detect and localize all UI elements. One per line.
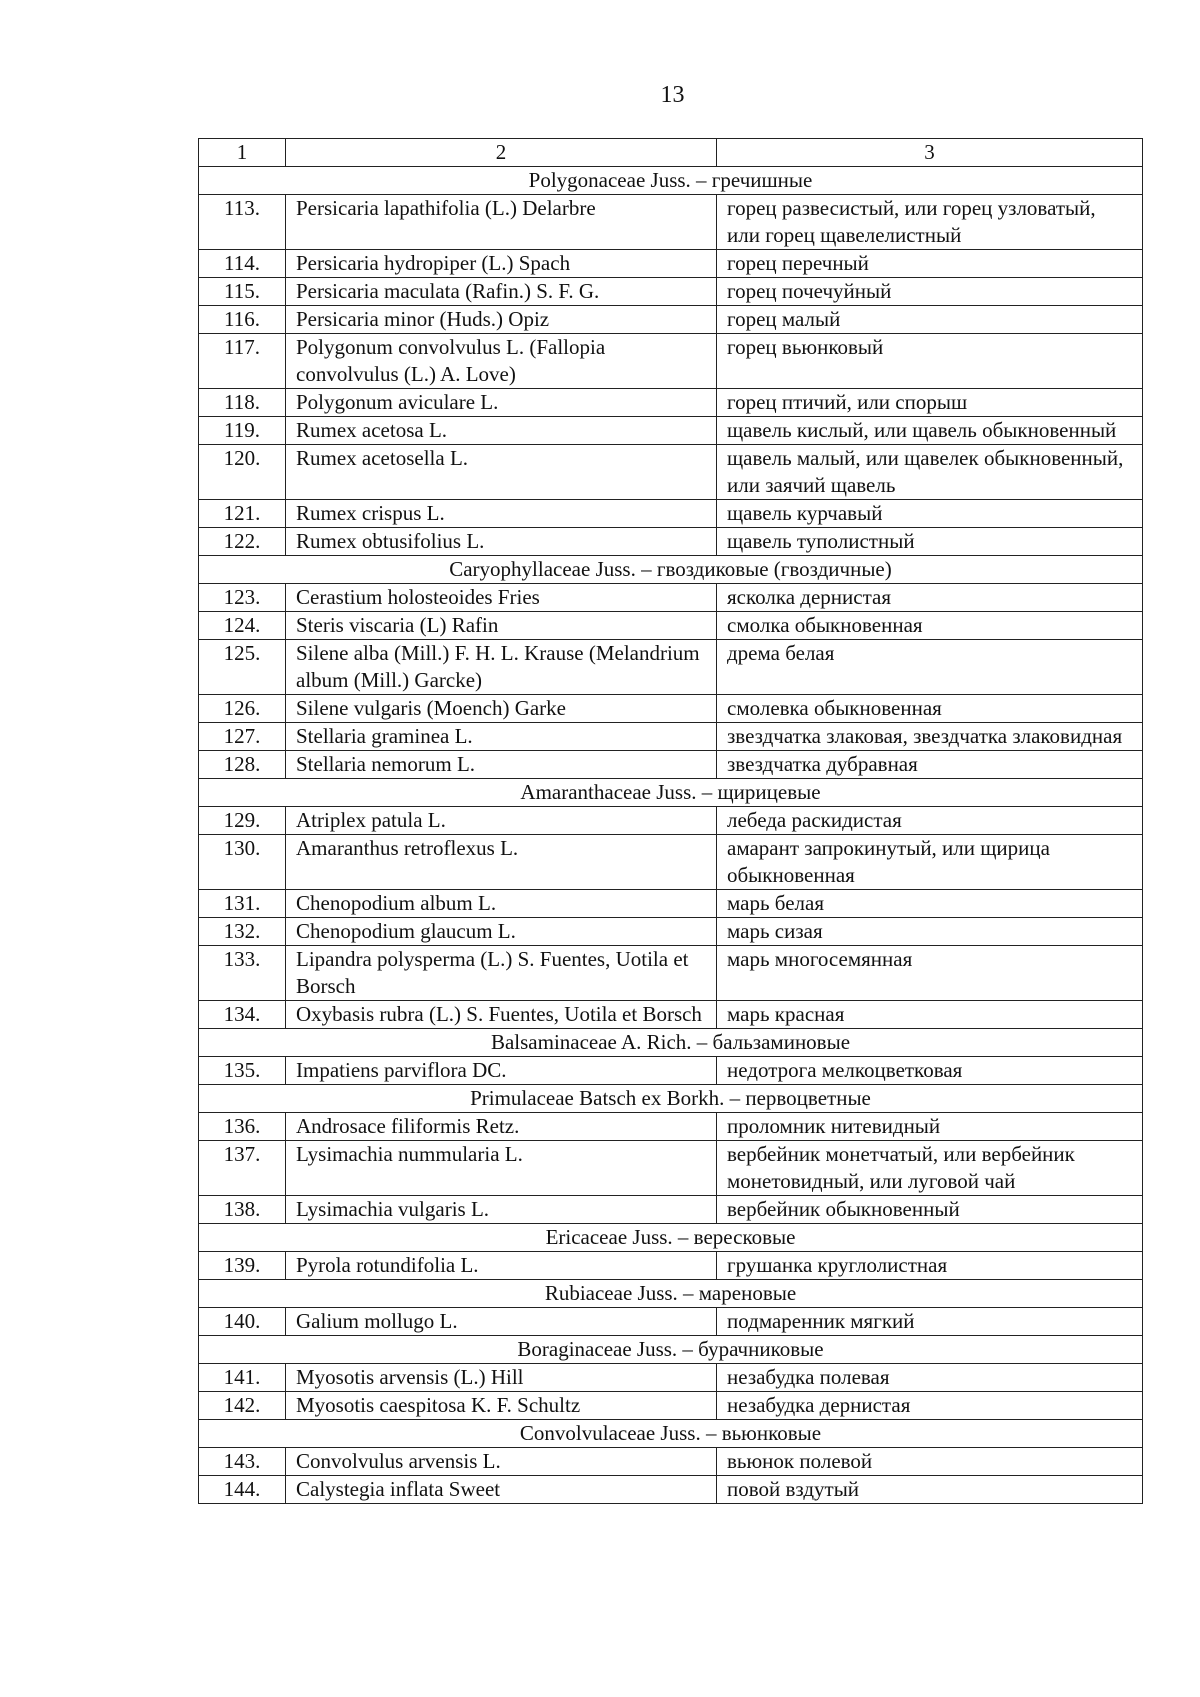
family-name: Ericaceae Juss. – вересковые (199, 1224, 1143, 1252)
row-number: 115. (199, 278, 286, 306)
row-number: 143. (199, 1448, 286, 1476)
latin-name: Polygonum convolvulus L. (Fallopia convolvulus (L.) A. Love) (286, 334, 717, 389)
russian-name: незабудка дернистая (717, 1392, 1143, 1420)
latin-name: Lysimachia vulgaris L. (286, 1196, 717, 1224)
latin-name: Myosotis arvensis (L.) Hill (286, 1364, 717, 1392)
row-number: 137. (199, 1141, 286, 1196)
latin-name: Impatiens parviflora DC. (286, 1057, 717, 1085)
species-table-body (199, 139, 1143, 1504)
column-header-number: 1 (199, 139, 286, 167)
row-number: 119. (199, 417, 286, 445)
latin-name: Myosotis caespitosa K. F. Schultz (286, 1392, 717, 1420)
family-name: Boraginaceae Juss. – бурачниковые (199, 1336, 1143, 1364)
row-number: 125. (199, 640, 286, 695)
species-row (199, 334, 1143, 389)
latin-name: Persicaria minor (Huds.) Opiz (286, 306, 717, 334)
russian-name: горец развесистый, или горец узловатый, или горец щавелелистный (717, 195, 1143, 250)
page-number: 13 (660, 82, 685, 108)
column-header-latin: 2 (286, 139, 717, 167)
row-number: 130. (199, 835, 286, 890)
russian-name: дрема белая (717, 640, 1143, 695)
latin-name: Lysimachia nummularia L. (286, 1141, 717, 1196)
species-row (199, 278, 1143, 306)
russian-name: горец малый (717, 306, 1143, 334)
latin-name: Stellaria graminea L. (286, 723, 717, 751)
species-row (199, 890, 1143, 918)
row-number: 140. (199, 1308, 286, 1336)
family-row (199, 1224, 1143, 1252)
russian-name: недотрога мелкоцветковая (717, 1057, 1143, 1085)
species-row (199, 250, 1143, 278)
russian-name: грушанка круглолистная (717, 1252, 1143, 1280)
latin-name: Rumex crispus L. (286, 500, 717, 528)
family-row (199, 556, 1143, 584)
row-number: 133. (199, 946, 286, 1001)
russian-name: проломник нитевидный (717, 1113, 1143, 1141)
russian-name: марь красная (717, 1001, 1143, 1029)
row-number: 114. (199, 250, 286, 278)
family-name: Caryophyllaceae Juss. – гвоздиковые (гвоздичные) (199, 556, 1143, 584)
species-row (199, 1196, 1143, 1224)
latin-name: Convolvulus arvensis L. (286, 1448, 717, 1476)
row-number: 134. (199, 1001, 286, 1029)
row-number: 138. (199, 1196, 286, 1224)
latin-name: Stellaria nemorum L. (286, 751, 717, 779)
russian-name: горец почечуйный (717, 278, 1143, 306)
latin-name: Cerastium holosteoides Fries (286, 584, 717, 612)
species-row (199, 1001, 1143, 1029)
russian-name: смолка обыкновенная (717, 612, 1143, 640)
family-name: Amaranthaceae Juss. – щирицевые (199, 779, 1143, 807)
family-name: Rubiaceae Juss. – мареновые (199, 1280, 1143, 1308)
family-row (199, 167, 1143, 195)
family-name: Convolvulaceae Juss. – вьюнковые (199, 1420, 1143, 1448)
species-table (198, 138, 1143, 1504)
family-name: Primulaceae Batsch ex Borkh. – первоцветные (199, 1085, 1143, 1113)
russian-name: амарант запрокинутый, или щирица обыкновенная (717, 835, 1143, 890)
row-number: 135. (199, 1057, 286, 1085)
latin-name: Androsace filiformis Retz. (286, 1113, 717, 1141)
russian-name: звездчатка злаковая, звездчатка злаковидная (717, 723, 1143, 751)
russian-name: ясколка дернистая (717, 584, 1143, 612)
species-row (199, 640, 1143, 695)
family-name: Balsaminaceae A. Rich. – бальзаминовые (199, 1029, 1143, 1057)
family-row (199, 1029, 1143, 1057)
russian-name: горец перечный (717, 250, 1143, 278)
russian-name: лебеда раскидистая (717, 807, 1143, 835)
species-row (199, 946, 1143, 1001)
row-number: 122. (199, 528, 286, 556)
latin-name: Silene alba (Mill.) F. H. L. Krause (Melandrium album (Mill.) Garcke) (286, 640, 717, 695)
latin-name: Persicaria hydropiper (L.) Spach (286, 250, 717, 278)
species-row (199, 445, 1143, 500)
russian-name: марь белая (717, 890, 1143, 918)
row-number: 127. (199, 723, 286, 751)
species-row (199, 1392, 1143, 1420)
species-row (199, 612, 1143, 640)
russian-name: щавель малый, или щавелек обыкновенный, или заячий щавель (717, 445, 1143, 500)
latin-name: Oxybasis rubra (L.) S. Fuentes, Uotila et Borsch (286, 1001, 717, 1029)
species-row (199, 306, 1143, 334)
russian-name: смолевка обыкновенная (717, 695, 1143, 723)
row-number: 128. (199, 751, 286, 779)
row-number: 117. (199, 334, 286, 389)
latin-name: Silene vulgaris (Moench) Garke (286, 695, 717, 723)
header-row (199, 139, 1143, 167)
species-row (199, 1113, 1143, 1141)
russian-name: вьюнок полевой (717, 1448, 1143, 1476)
latin-name: Polygonum aviculare L. (286, 389, 717, 417)
latin-name: Rumex obtusifolius L. (286, 528, 717, 556)
row-number: 118. (199, 389, 286, 417)
russian-name: марь многосемянная (717, 946, 1143, 1001)
latin-name: Galium mollugo L. (286, 1308, 717, 1336)
russian-name: повой вздутый (717, 1476, 1143, 1504)
family-row (199, 1420, 1143, 1448)
family-row (199, 1280, 1143, 1308)
latin-name: Calystegia inflata Sweet (286, 1476, 717, 1504)
row-number: 126. (199, 695, 286, 723)
family-row (199, 1085, 1143, 1113)
row-number: 136. (199, 1113, 286, 1141)
russian-name: горец птичий, или спорыш (717, 389, 1143, 417)
species-row (199, 695, 1143, 723)
row-number: 120. (199, 445, 286, 500)
family-name: Polygonaceae Juss. – гречишные (199, 167, 1143, 195)
species-row (199, 723, 1143, 751)
russian-name: вербейник обыкновенный (717, 1196, 1143, 1224)
species-row (199, 1252, 1143, 1280)
species-row (199, 389, 1143, 417)
species-row (199, 835, 1143, 890)
latin-name: Lipandra polysperma (L.) S. Fuentes, Uotila et Borsch (286, 946, 717, 1001)
latin-name: Atriplex patula L. (286, 807, 717, 835)
row-number: 124. (199, 612, 286, 640)
species-row (199, 1057, 1143, 1085)
latin-name: Steris viscaria (L) Rafin (286, 612, 717, 640)
russian-name: горец вьюнковый (717, 334, 1143, 389)
species-row (199, 751, 1143, 779)
species-row (199, 584, 1143, 612)
russian-name: звездчатка дубравная (717, 751, 1143, 779)
latin-name: Chenopodium glaucum L. (286, 918, 717, 946)
latin-name: Amaranthus retroflexus L. (286, 835, 717, 890)
row-number: 132. (199, 918, 286, 946)
species-row (199, 500, 1143, 528)
russian-name: щавель курчавый (717, 500, 1143, 528)
latin-name: Persicaria lapathifolia (L.) Delarbre (286, 195, 717, 250)
species-row (199, 1364, 1143, 1392)
row-number: 116. (199, 306, 286, 334)
row-number: 113. (199, 195, 286, 250)
species-row (199, 195, 1143, 250)
row-number: 131. (199, 890, 286, 918)
row-number: 123. (199, 584, 286, 612)
russian-name: подмаренник мягкий (717, 1308, 1143, 1336)
russian-name: щавель туполистный (717, 528, 1143, 556)
row-number: 139. (199, 1252, 286, 1280)
species-row (199, 918, 1143, 946)
row-number: 129. (199, 807, 286, 835)
row-number: 142. (199, 1392, 286, 1420)
species-row (199, 1308, 1143, 1336)
latin-name: Pyrola rotundifolia L. (286, 1252, 717, 1280)
latin-name: Rumex acetosella L. (286, 445, 717, 500)
species-row (199, 528, 1143, 556)
species-row (199, 1141, 1143, 1196)
latin-name: Rumex acetosa L. (286, 417, 717, 445)
russian-name: марь сизая (717, 918, 1143, 946)
species-row (199, 1448, 1143, 1476)
species-row (199, 1476, 1143, 1504)
species-row (199, 417, 1143, 445)
family-row (199, 779, 1143, 807)
latin-name: Chenopodium album L. (286, 890, 717, 918)
latin-name: Persicaria maculata (Rafin.) S. F. G. (286, 278, 717, 306)
russian-name: незабудка полевая (717, 1364, 1143, 1392)
row-number: 141. (199, 1364, 286, 1392)
family-row (199, 1336, 1143, 1364)
species-row (199, 807, 1143, 835)
russian-name: щавель кислый, или щавель обыкновенный (717, 417, 1143, 445)
column-header-russian: 3 (717, 139, 1143, 167)
row-number: 121. (199, 500, 286, 528)
row-number: 144. (199, 1476, 286, 1504)
russian-name: вербейник монетчатый, или вербейник монетовидный, или луговой чай (717, 1141, 1143, 1196)
